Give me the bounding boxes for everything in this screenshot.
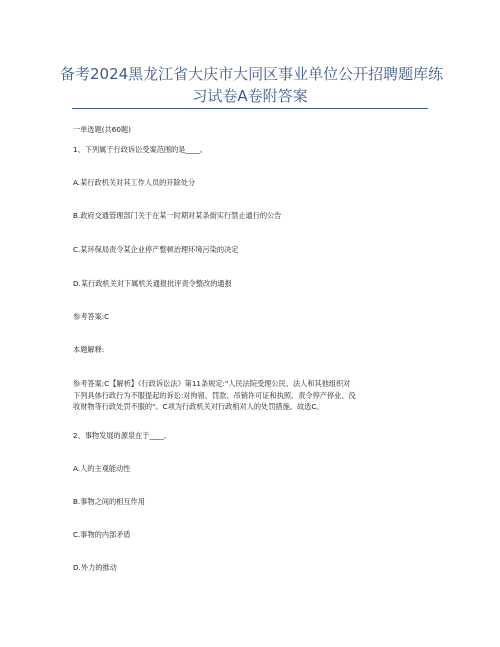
document-title-line-1: 备考2024黑龙江省大庆市大同区事业单位公开招聘题库练 [60,65,444,83]
question-1-option-a: A.某行政机关对其工作人员的开除处分 [73,178,196,187]
section-label: 一单选题(共60题) [73,125,131,134]
question-2-option-c: C.事物的内部矛盾 [73,530,131,539]
question-1-stem: 1、下列属于行政诉讼受案范围的是____。 [73,145,207,154]
explanation-line-3: 收财物等行政处罚不服的"。C项为行政机关对行政相对人的处罚措施。故选C。 [73,402,324,411]
explanation-line-2: 下列具体行政行为不服提起的诉讼:对拘留、罚款、吊销许可证和执照、责令停产停业、没 [73,390,356,400]
explanation-line-1: 参考答案:C【解析】《行政诉讼法》第11条规定:"人民法院受理公民、法人和其他组织对 [73,379,351,388]
question-1-answer: 参考答案:C [73,312,110,321]
question-2-stem: 2、事物发展的源泉在于____。 [73,431,172,440]
question-2-option-d: D.外力的推动 [73,563,117,572]
question-1-option-c: C.某环保局责令某企业停产整顿治理环境污染的决定 [73,245,239,254]
question-1-option-b: B.政府交通管理部门关于在某一时期对某条街实行禁止通行的公告 [73,211,282,220]
question-1-explanation-label: 本题解释: [73,345,105,354]
question-1-option-d: D.某行政机关对下属机关通报批评责令整改的通报 [73,279,232,288]
question-2-option-a: A.人的主观能动性 [73,464,131,473]
title-divider [72,108,428,109]
question-1-explanation [73,378,428,413]
question-2-option-b: B.事物之间的相互作用 [73,497,145,506]
document-title-line-2: 习试卷A卷附答案 [192,87,308,105]
